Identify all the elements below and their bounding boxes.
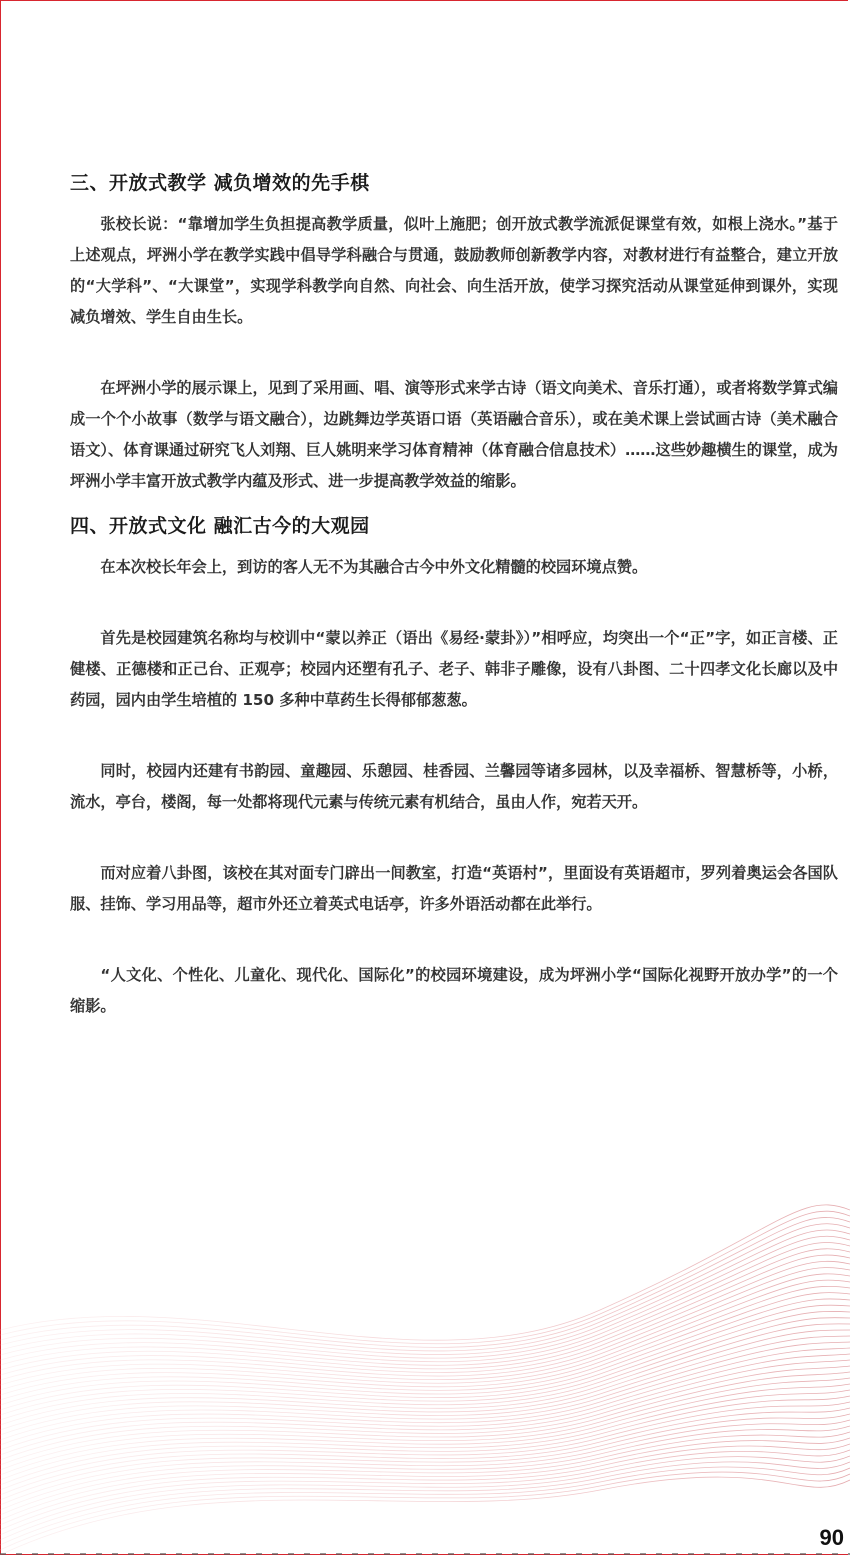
page-number: 90 xyxy=(819,1525,844,1550)
article-body xyxy=(70,168,838,1022)
decorative-waves xyxy=(0,1150,850,1557)
wave-line xyxy=(0,1378,850,1470)
wave-line xyxy=(0,1224,850,1351)
wave-line xyxy=(0,1268,850,1380)
wave-line xyxy=(0,1205,850,1340)
wave-line xyxy=(0,1462,850,1540)
wave-line xyxy=(0,1426,850,1510)
wave-line xyxy=(0,1330,850,1430)
wave-line xyxy=(0,1255,850,1370)
wave-line xyxy=(0,1211,850,1344)
section-3-paragraph-2: 在坪洲小学的展示课上，见到了采用画、唱、演等形式来学古诗（语文向美术、音乐打通），或者将数学算式编成一个个小故事（数学与语文融合），边跳舞边学英语口语（英语融合音乐），或在美术课上尝试画古诗（美术融合语文）、体育课通过研究飞人刘翔、巨人姚明来学习体育精神（体育融合信息技术）……这些妙趣横生的课堂，成为坪洲小学丰富开放式教学内蕴及形式、进一步提高教学效益的缩影。 xyxy=(70,379,838,490)
wave-line xyxy=(0,1456,850,1535)
section-3-title: 三、开放式教学 减负增效的先手棋 xyxy=(70,172,370,194)
wave-line xyxy=(0,1311,850,1415)
section-4-paragraph-2: 首先是校园建筑名称均与校训中“蒙以养正（语出《易经·蒙卦》）”相呼应，均突出一个“正”字，如正言楼、正健楼、正德楼和正己台、正观亭；校园内还塑有孔子、老子、韩非子雕像，设有八卦图、二十四孝文化长廊以及中药园，园内由学生培植的 150 多种中草药生长得郁郁葱葱。 xyxy=(70,629,838,709)
wave-line xyxy=(0,1477,850,1555)
section-4-paragraph-1: 在本次校长年会上，到访的客人无不为其融合古今中外文化精髓的校园环境点赞。 xyxy=(100,558,648,576)
wave-line xyxy=(0,1217,850,1347)
wave-line xyxy=(0,1324,850,1425)
section-4-title: 四、开放式文化 融汇古今的大观园 xyxy=(70,515,370,537)
section-4-paragraph-4: 而对应着八卦图，该校在其对面专门辟出一间教室，打造“英语村”，里面设有英语超市，罗列着奥运会各国队服、挂饰、学习用品等，超市外还立着英式电话亭，许多外语活动都在此举行。 xyxy=(70,864,838,913)
wave-line xyxy=(0,1360,850,1455)
bottom-dashed-rule xyxy=(0,1551,850,1557)
wave-line xyxy=(0,1444,850,1525)
section-4-paragraph-3: 同时，校园内还建有书韵园、童趣园、乐憩园、桂香园、兰馨园等诸多园林，以及幸福桥、智慧桥等，小桥，流水，亭台，楼阁，每一处都将现代元素与传统元素有机结合，虽由人作，宛若天开。 xyxy=(70,762,838,811)
section-3-paragraph-1: 张校长说：“靠增加学生负担提高教学质量，似叶上施肥；创开放式教学流派促课堂有效，如根上浇水。”基于上述观点，坪洲小学在教学实践中倡导学科融合与贯通，鼓励教师创新教学内容，对教材进行有益整合，建立开放的“大学科”、“大课堂”，实现学科教学向自然、向社会、向生活开放，使学习探究活动从课堂延伸到课外，实现减负增效、学生自由生长。 xyxy=(70,215,838,326)
wave-line xyxy=(0,1249,850,1366)
wave-line xyxy=(0,1432,850,1515)
section-4-paragraph-5: “人文化、个性化、儿童化、现代化、国际化”的校园环境建设，成为坪洲小学“国际化视野开放办学”的一个缩影。 xyxy=(70,966,838,1015)
